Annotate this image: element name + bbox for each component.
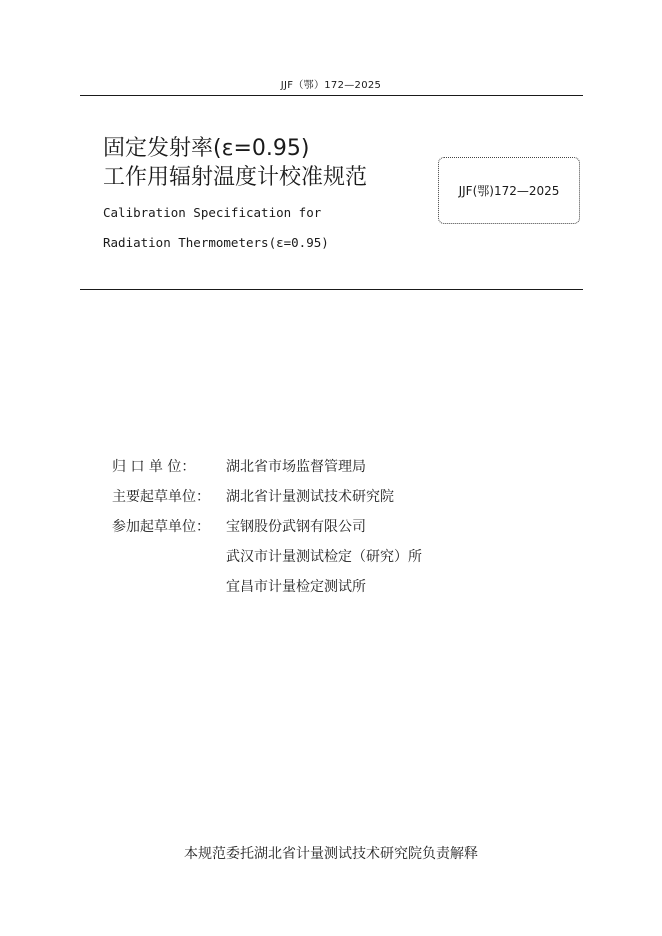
title-divider bbox=[80, 289, 583, 290]
responsible-unit-value: 湖北省市场监督管理局 bbox=[226, 459, 366, 475]
header-divider bbox=[80, 95, 583, 96]
title-chinese-line-2: 工作用辐射温度计校准规范 bbox=[103, 165, 368, 190]
title-english-line-1: Calibration Specification for bbox=[103, 205, 322, 220]
document-code-text: JJF(鄂)172—2025 bbox=[458, 184, 560, 198]
participating-drafter-value: 武汉市计量测试检定（研究）所 bbox=[226, 549, 422, 565]
title-chinese-line-1: 固定发射率(ε=0.95) bbox=[103, 136, 310, 161]
responsible-unit-label: 归 口 单 位： bbox=[112, 459, 196, 475]
participating-drafter-label: 参加起草单位： bbox=[112, 519, 210, 535]
document-code-box bbox=[438, 157, 580, 224]
title-english-line-2: Radiation Thermometers(ε=0.95) bbox=[103, 235, 329, 250]
participating-drafter-value: 宜昌市计量检定测试所 bbox=[226, 579, 366, 595]
main-drafter-label: 主要起草单位： bbox=[112, 489, 210, 505]
interpretation-note: 本规范委托湖北省计量测试技术研究院负责解释 bbox=[184, 846, 478, 862]
page-header-doc-code: JJF（鄂）172—2025 bbox=[280, 80, 382, 91]
participating-drafter-value: 宝钢股份武钢有限公司 bbox=[226, 519, 366, 535]
main-drafter-value: 湖北省计量测试技术研究院 bbox=[226, 489, 394, 505]
